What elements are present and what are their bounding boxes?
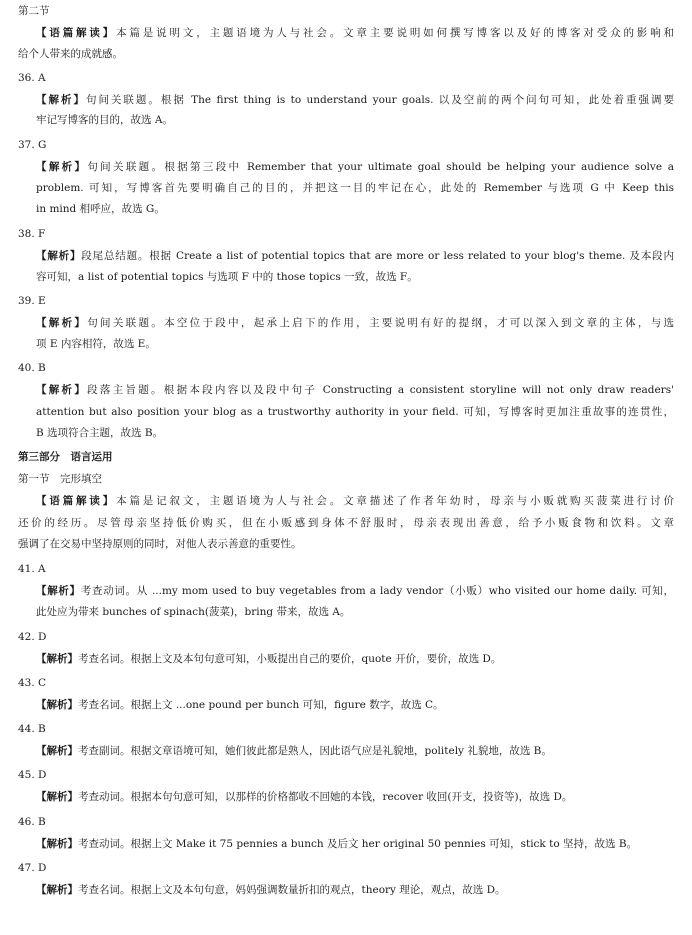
answer-number: 40. B (18, 362, 46, 374)
label-tag: 【解析】 (36, 838, 78, 850)
label-tag: 【解析】 (36, 791, 78, 803)
part3-guide-line-1: 【语篇解读】本篇是记叙文，主题语境为人与社会。文章描述了作者年幼时，母亲与小贩就购买菠菜进行讨价 (36, 495, 674, 507)
section2-heading: 第二节 (18, 5, 50, 17)
label-tag: 【解析】 (36, 653, 78, 665)
answer-number: 42. D (18, 631, 47, 643)
label-tag: 【解析】 (36, 745, 78, 757)
label-tag: 【解析】 (36, 585, 81, 597)
explanation-line: problem. 可知，写博客首先要明确自己的目的，并把这一目的牢记在心，此处的 Remember 与选项 G 中 Keep this (36, 182, 674, 194)
answer-number: 45. D (18, 769, 47, 781)
explanation-line: 此处应为带来 bunches of spinach(菠菜)，bring 带来，故选 A。 (36, 606, 351, 618)
label-tag: 【解析】 (36, 317, 88, 329)
explanation-line: attention but also position your blog as a trustworthy authority in your field. 可知，写博客时更加注重故事的连贯性， (36, 406, 674, 418)
label-tag: 【解析】 (36, 384, 88, 396)
answer-number: 36. A (18, 72, 46, 84)
explanation-line: 【解析】句间关联题。根据第三段中 Remember that your ultimate goal should be helping your audience solve a (36, 161, 674, 173)
explanation-line: 【解析】句间关联题。本空位于段中，起承上启下的作用，主要说明有好的提纲，才可以深入到文章的主体，与选 (36, 317, 674, 329)
answer-number: 41. A (18, 563, 46, 575)
explanation-line: 项 E 内容相符，故选 E。 (36, 338, 156, 350)
explanation-line: 【解析】考查名词。根据上文及本句句意可知，小贩提出自己的要价，quote 开价，要价，故选 D。 (36, 653, 502, 665)
section2-guide-line-1: 【语篇解读】本篇是说明文，主题语境为人与社会。文章主要说明如何撰写博客以及好的博客对受众的影响和 (36, 27, 674, 39)
answer-number: 39. E (18, 295, 46, 307)
explanation-line: 【解析】考查名词。根据上文及本句句意，妈妈强调数量折扣的观点，theory 理论，观点，故选 D。 (36, 884, 506, 896)
answer-number: 46. B (18, 816, 46, 828)
answer-number: 43. C (18, 677, 47, 689)
section2-guide-line-2: 给个人带来的成就感。 (18, 48, 123, 60)
label-tag: 【解析】 (36, 699, 78, 711)
explanation-line: in mind 相呼应，故选 G。 (36, 203, 165, 215)
explanation-line: 【解析】段尾总结题。根据 Create a list of potential topics that are more or less related to your blog's theme. 及本段内 (36, 250, 674, 262)
explanation-line: 【解析】考查副词。根据文章语境可知，她们彼此都是熟人，因此语气应是礼貌地，politely 礼貌地，故选 B。 (36, 745, 552, 757)
explanation-line: 【解析】考查动词。根据上文 Make it 75 pennies a bunch 及后文 her original 50 pennies 可知，stick to 坚持，故选 B。 (36, 838, 638, 850)
answer-number: 47. D (18, 862, 47, 874)
explanation-line: 容可知，a list of potential topics 与选项 F 中的 those topics 一致，故选 F。 (36, 271, 418, 283)
answer-number: 44. B (18, 723, 46, 735)
label-tag: 【语篇解读】 (36, 495, 117, 507)
explanation-line: 牢记写博客的目的，故选 A。 (36, 114, 173, 126)
explanation-line: B 选项符合主题，故选 B。 (36, 427, 164, 439)
explanation-line: 【解析】段落主旨题。根据本段内容以及段中句子 Constructing a consistent storyline will not only draw readers' (36, 384, 674, 396)
label-tag: 【语篇解读】 (36, 27, 117, 39)
answer-number: 37. G (18, 139, 47, 151)
label-tag: 【解析】 (36, 884, 78, 896)
label-tag: 【解析】 (36, 94, 86, 106)
part3-heading: 第三部分 语言运用 (18, 451, 113, 463)
explanation-line: 【解析】句间关联题。根据 The first thing is to understand your goals. 以及空前的两个问句可知，此处着重强调要 (36, 94, 674, 106)
label-tag: 【解析】 (36, 161, 88, 173)
explanation-line: 【解析】考查动词。根据本句句意可知，以那样的价格都收不回她的本钱，recover 收回(开支，投资等)，故选 D。 (36, 791, 573, 803)
part3-guide-line-2: 还价的经历。尽管母亲坚持低价购买，但在小贩感到身体不舒服时，母亲表现出善意，给予小贩食物和饮料。文章 (18, 517, 674, 529)
label-tag: 【解析】 (36, 250, 82, 262)
answer-number: 38. F (18, 228, 46, 240)
explanation-line: 【解析】考查名词。根据上文 ...one pound per bunch 可知，figure 数字，故选 C。 (36, 699, 444, 711)
part3-section1-heading: 第一节 完形填空 (18, 473, 102, 485)
part3-guide-line-3: 强调了在交易中坚持原则的同时，对他人表示善意的重要性。 (18, 538, 302, 550)
explanation-line: 【解析】考查动词。从 ...my mom used to buy vegetables from a lady vendor（小贩）who visited our home daily. 可知， (36, 585, 674, 597)
